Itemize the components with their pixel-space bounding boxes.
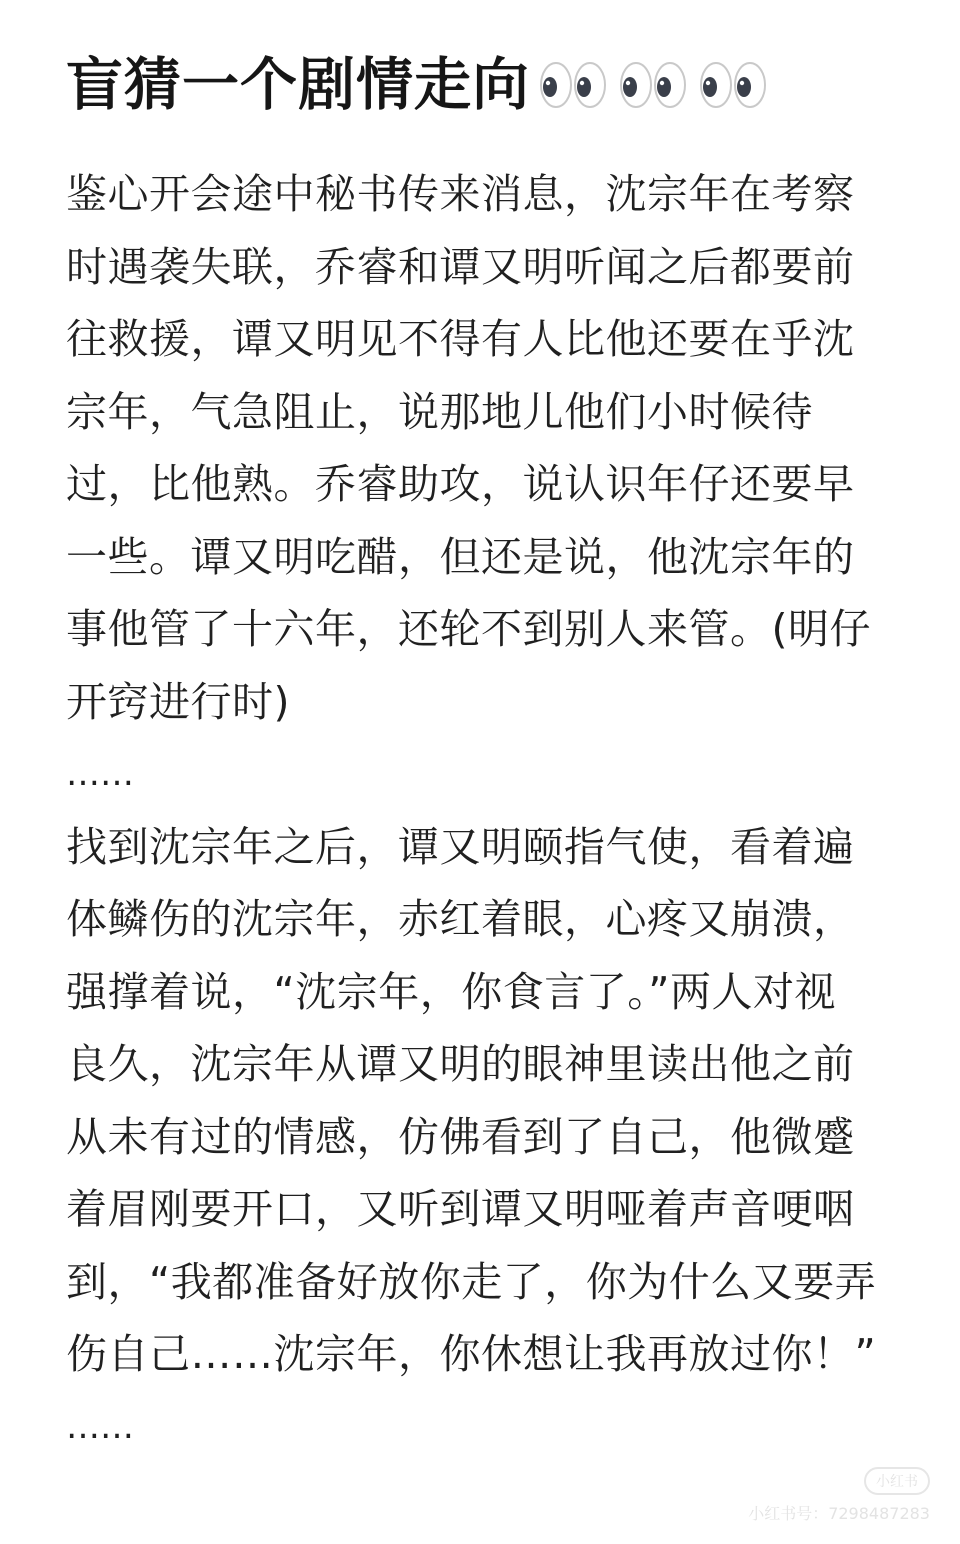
eyes-emoji-group bbox=[538, 59, 768, 111]
eyes-icon bbox=[538, 59, 608, 111]
title-row bbox=[66, 50, 768, 120]
body-line: 事他管了十六年，还轮不到别人来管。(明仔 bbox=[66, 605, 871, 653]
body-line: 着眉刚要开口，又听到谭又明哑着声音哽咽 bbox=[66, 1185, 855, 1233]
body-line: 一些。谭又明吃醋，但还是说，他沈宗年的 bbox=[66, 532, 855, 581]
body-line: 开窍进行时) bbox=[66, 677, 290, 726]
watermark-logo: 小红书 bbox=[864, 1467, 930, 1495]
body-line: 宗年，气急阻止，说那地儿他们小时候待 bbox=[66, 387, 813, 436]
body-line: 强撑着说，“沈宗年，你食言了。”两人对视 bbox=[66, 967, 836, 1016]
body-line: 到，“我都准备好放你走了，你为什么又要弄 bbox=[66, 1257, 877, 1306]
body-line: 找到沈宗年之后，谭又明颐指气使，看着遍 bbox=[66, 822, 855, 871]
body-line: 良久，沈宗年从谭又明的眼神里读出他之前 bbox=[66, 1040, 855, 1088]
body-line: 伤自己……沈宗年，你休想让我再放过你！” bbox=[66, 1330, 877, 1378]
body-line: 往救援，谭又明见不得有人比他还要在乎沈 bbox=[66, 315, 855, 363]
eyes-icon bbox=[618, 59, 688, 111]
post-title: 盲猜一个剧情走向 bbox=[66, 52, 530, 118]
section-ellipsis: …… bbox=[66, 754, 134, 794]
eyes-icon bbox=[698, 59, 768, 111]
body-line: 从未有过的情感，仿佛看到了自己，他微蹙 bbox=[66, 1112, 855, 1161]
body-line: 过，比他熟。乔睿助攻，说认识年仔还要早 bbox=[66, 460, 855, 508]
watermark-account: 小红书号：7298487283 bbox=[748, 1504, 930, 1523]
body-line: 鉴心开会途中秘书传来消息，沈宗年在考察 bbox=[66, 170, 855, 218]
body-line: 时遇袭失联，乔睿和谭又明听闻之后都要前 bbox=[66, 242, 855, 291]
body-line: 体鳞伤的沈宗年，赤红着眼，心疼又崩溃， bbox=[66, 895, 855, 943]
section-ellipsis: …… bbox=[66, 1406, 134, 1447]
watermark bbox=[748, 1467, 930, 1524]
post-body bbox=[66, 158, 896, 1463]
